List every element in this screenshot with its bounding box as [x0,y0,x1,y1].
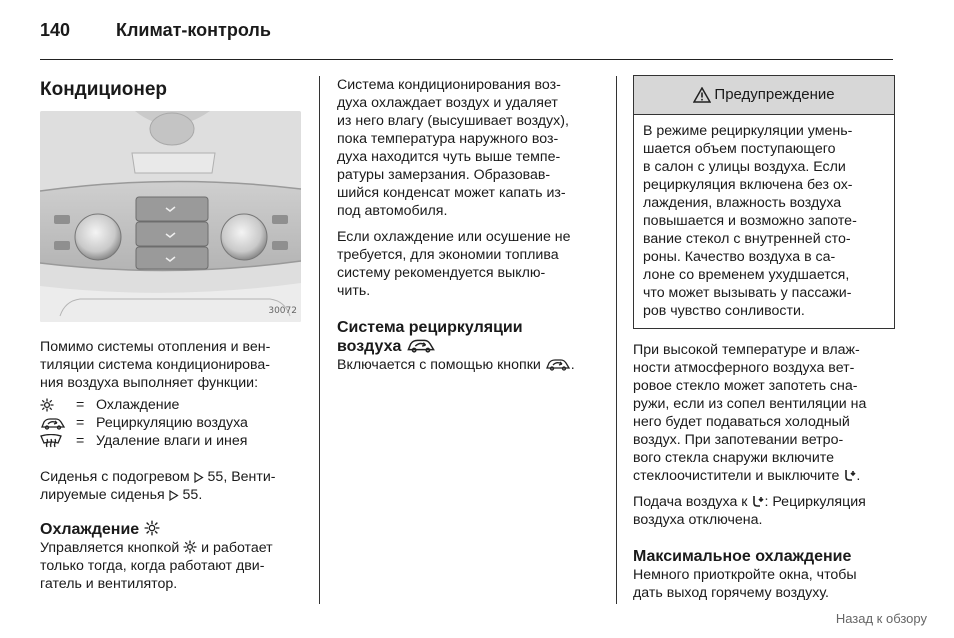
snowflake-icon [183,540,197,554]
recirculation-icon [406,337,436,353]
recirculation-icon [40,416,66,430]
airflow-paragraph: Подача воздуха к : Рециркуляция воздуха отключена. [633,494,866,528]
column-1 [40,76,302,593]
footwell-airflow-icon [843,469,856,482]
function-list [40,396,302,450]
cooling-paragraph: Управляется кнопкой и работает только тогда, когда работают дви- гатель и вентилятор. [40,540,273,592]
figure-number: 30072 [268,306,297,316]
max-cooling-paragraph: Немного приоткройте окна, чтобы дать выход горячему воздуху. [633,567,857,601]
page-header [40,20,271,41]
column-3 [633,76,895,602]
recirculation-heading: Система рециркуляции воздуха [337,319,523,355]
column-2 [337,76,602,374]
list-item: = Охлаждение [40,396,302,414]
fogging-paragraph: При высокой температуре и влаж- ности атмосферного воздуха вет- ровое стекло может запотеть сна- ружи, если из сопел вентиляции на него будет подаваться холодный воздух. При запотевании ветро- вого стекла снаружи включите стеклоочистители и выключите . [633,342,867,484]
page-reference-icon [169,490,179,501]
back-to-overview-link[interactable]: Назад к обзору [835,611,927,626]
defrost-icon [40,434,62,448]
climate-panel-illustration [40,111,301,322]
page-number: 140 [40,20,71,40]
footwell-airflow-icon [751,495,764,508]
snowflake-icon [40,398,54,412]
ac-description-paragraph: Система кондиционирования воз- духа охлаждает воздух и удаляет из него влагу (высушивает воздух), пока температура наружного воз- духа находится чуть выше темпе- ратуры замерзания. Образовав- шийся конденсат может капать из- под автомобиля. [337,77,569,219]
column-divider [616,76,617,604]
ventilated-seats-ref-link[interactable]: 55 [182,487,199,503]
warning-text: В режиме рециркуляции умень- шается объем поступающего в салон с улицы воздуха. Если рециркуляция включена без ох- лаждения, влажность воздуха повышается и возможно запоте- вание стекол с внутренней сто- роны. Качество воздуха в са- лоне со временем ухудшается, что может вызывать у пассажи- ров чувство сонливости. [643,123,857,319]
page-reference-icon [194,472,204,483]
list-item: = Рециркуляцию воздуха [40,414,302,432]
recirculation-paragraph: Включается с помощью кнопки . [337,357,575,373]
header-rule [40,59,893,60]
warning-triangle-icon [693,87,711,103]
seats-paragraph: Сиденья с подогревом 55, Венти- лируемые сиденья 55. [40,469,276,503]
recirculation-icon [545,357,571,371]
warning-box [633,75,895,329]
list-item: = Удаление влаги и инея [40,432,302,450]
chapter-title: Климат-контроль [116,20,271,40]
snowflake-icon [144,520,160,536]
fuel-economy-paragraph: Если охлаждение или осушение не требуется, для экономии топлива систему рекомендуется выклю- чить. [337,229,571,299]
seats-ref-link[interactable]: 55 [207,469,224,485]
intro-paragraph: Помимо системы отопления и вен- тиляции система кондиционирова- ния воздуха выполняет функции: [40,339,271,391]
cooling-heading: Охлаждение [40,520,302,539]
warning-title: Предупреждение [714,86,835,103]
climate-panel-photo [40,111,301,322]
section-title: Кондиционер [40,79,168,100]
max-cooling-heading: Максимальное охлаждение [633,548,852,565]
column-divider [319,76,320,604]
warning-header [634,76,894,115]
